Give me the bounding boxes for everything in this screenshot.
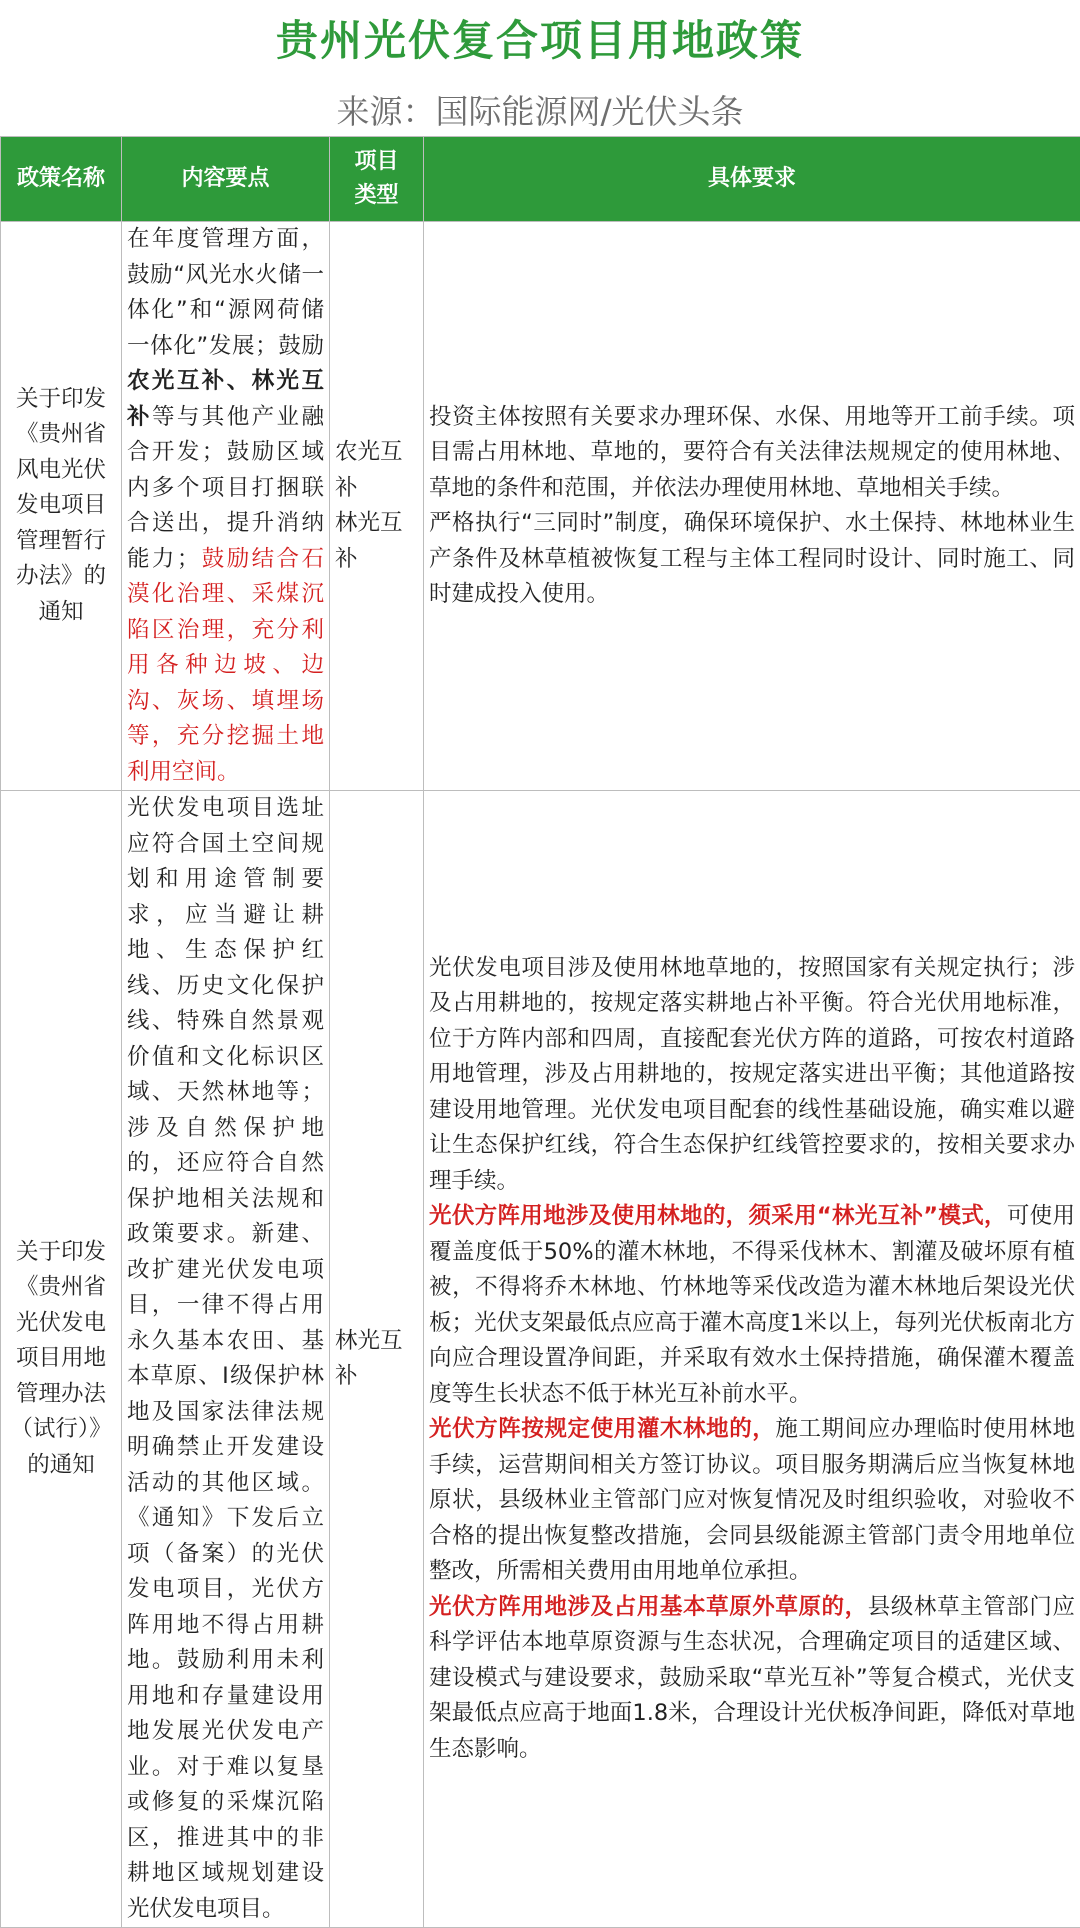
header-policy-name: 政策名称 [1, 137, 122, 222]
requirement-paragraph: 投资主体按照有关要求办理环保、水保、用地等开工前手续。项目需占用林地、草地的，要符合有关法律法规规定的使用林地、草地的条件和范围，并依法办理使用林地、草地相关手续。 [429, 400, 1075, 507]
content-text: 等与其他产业融合开发；鼓励区域内多个项目打捆联合送出，提升消纳能力； [127, 404, 324, 572]
page-title: 贵州光伏复合项目用地政策 [0, 8, 1080, 68]
header-project-type-label: 项目类型 [349, 145, 405, 213]
table-header-row [1, 137, 1080, 222]
project-type-cell: 林光互补 [330, 791, 424, 1928]
requirements-cell [424, 791, 1080, 1928]
content-points-cell: 光伏发电项目选址应符合国土空间规划和用途管制要求，应当避让耕地、生态保护红线、历史文化保护线、特殊自然景观价值和文化标识区域、天然林地等；涉及自然保护地的，还应符合自然保护地相关法规和政策要求。新建、改扩建光伏发电项目，一律不得占用永久基本农田、基本草原、Ⅰ级保护林地及国家法律法规明确禁止开发建设活动的其他区域。《通知》下发后立项（备案）的光伏发电项目，光伏方阵用地不得占用耕地。鼓励利用未利用地和存量建设用地发展光伏发电产业。对于难以复垦或修复的采煤沉陷区，推进其中的非耕地区域规划建设光伏发电项目。 [122, 791, 330, 1928]
policy-name-cell: 关于印发《贵州省光伏发电项目用地管理办法（试行）》的通知 [1, 791, 122, 1928]
header-requirements: 具体要求 [424, 137, 1080, 222]
table-row [1, 791, 1080, 1928]
table-row [1, 222, 1080, 791]
requirement-paragraph [429, 1199, 1075, 1412]
content-points-cell [122, 222, 330, 791]
policy-table [0, 136, 1080, 1928]
content-text: 在年度管理方面，鼓励“风光水火储一体化”和“源网荷储一体化”发展；鼓励 [127, 226, 324, 359]
policy-name-cell: 关于印发《贵州省风电光伏发电项目管理暂行办法》的通知 [1, 222, 122, 791]
requirement-text: 县级林草主管部门应科学评估本地草原资源与生态状况，合理确定项目的适建区域、建设模式与建设要求，鼓励采取“草光互补”等复合模式，光伏支架最低点应高于地面1.8米，合理设计光伏板净间距，降低对草地生态影响。 [429, 1594, 1075, 1762]
requirements-cell [424, 222, 1080, 791]
requirement-paragraph: 光伏发电项目涉及使用林地草地的，按照国家有关规定执行；涉及占用耕地的，按规定落实耕地占补平衡。符合光伏用地标准，位于方阵内部和四周，直接配套光伏方阵的道路，可按农村道路用地管理，涉及占用耕地的，按规定落实进出平衡；其他道路按建设用地管理。光伏发电项目配套的线性基础设施，确实难以避让生态保护红线，符合生态保护红线管控要求的，按相关要求办理手续。 [429, 951, 1075, 1200]
project-type-item: 农光互补 [335, 435, 418, 506]
source-subtitle: 来源：国际能源网/光伏头条 [0, 86, 1080, 133]
project-type-cell [330, 222, 424, 791]
requirement-paragraph [429, 1412, 1075, 1590]
requirement-highlight: 光伏方阵按规定使用灌木林地的， [429, 1416, 775, 1442]
content-bold-text: 农光互补、林光互补 [127, 368, 324, 430]
requirement-paragraph: 严格执行“三同时”制度，确保环境保护、水土保持、林地林业生产条件及林草植被恢复工程与主体工程同时设计、同时施工、同时建成投入使用。 [429, 506, 1075, 613]
requirement-text: 施工期间应办理临时使用林地手续，运营期间相关方签订协议。项目服务期满后应当恢复林地原状，县级林业主管部门应对恢复情况及时组织验收，对验收不合格的提出恢复整改措施，会同县级能源主管部门责令用地单位整改，所需相关费用由用地单位承担。 [429, 1416, 1075, 1584]
content-highlight-text: 鼓励结合石漠化治理、采煤沉陷区治理，充分利用各种边坡、边沟、灰场、填埋场等，充分挖掘土地利用空间。 [127, 546, 324, 785]
header-content-points: 内容要点 [122, 137, 330, 222]
requirement-highlight: 光伏方阵用地涉及占用基本草原外草原的， [429, 1594, 868, 1620]
requirement-highlight: 光伏方阵用地涉及使用林地的，须采用“林光互补”模式， [429, 1203, 1007, 1229]
project-type-item: 林光互补 [335, 506, 418, 577]
header-project-type [330, 137, 424, 222]
requirement-text: 可使用覆盖度低于50%的灌木林地，不得采伐林木、割灌及破坏原有植被，不得将乔木林地、竹林地等采伐改造为灌木林地后架设光伏板；光伏支架最低点应高于灌木高度1米以上，每列光伏板南北方向应合理设置净间距，并采取有效水土保持措施，确保灌木覆盖度等生长状态不低于林光互补前水平。 [429, 1203, 1075, 1407]
requirement-paragraph [429, 1590, 1075, 1768]
